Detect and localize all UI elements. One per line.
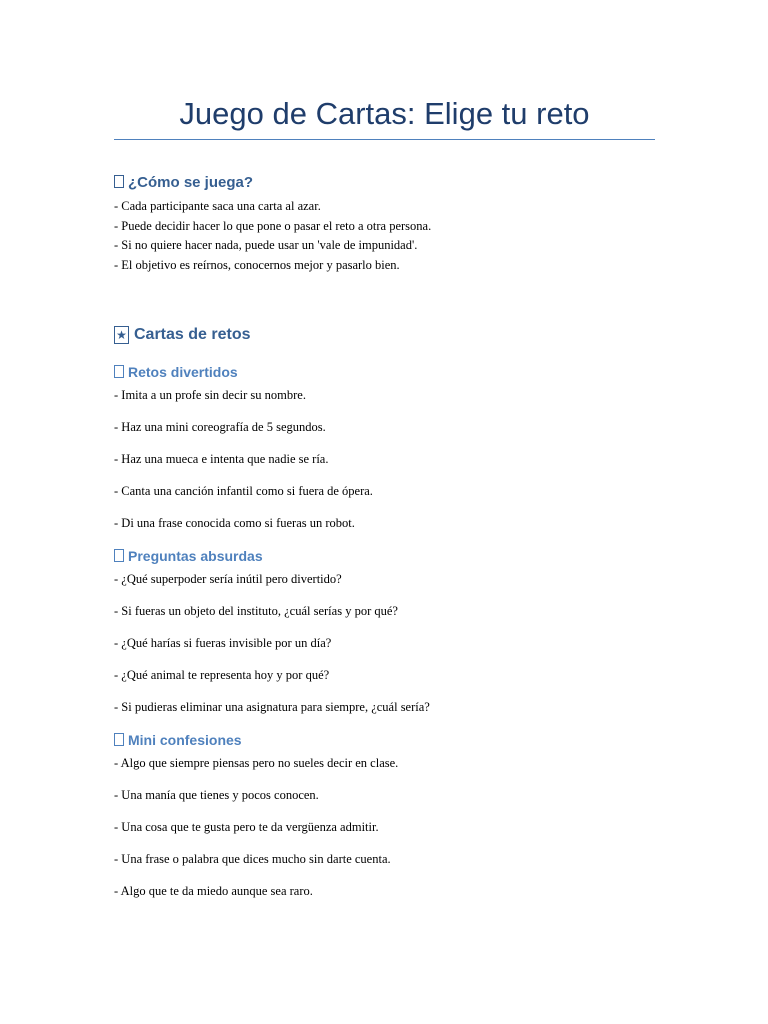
rule-line: - Cada participante saca una carta al azar. — [114, 199, 321, 213]
list-item: - Si fueras un objeto del instituto, ¿cuál serías y por qué? — [114, 604, 398, 618]
list-item: - ¿Qué superpoder sería inútil pero divertido? — [114, 572, 342, 586]
list-item: - ¿Qué animal te representa hoy y por qué? — [114, 668, 330, 682]
section-heading-retos-divertidos — [114, 363, 238, 381]
box-icon — [114, 733, 124, 746]
list-item: - ¿Qué harías si fueras invisible por un día? — [114, 636, 332, 650]
list-item: - Algo que siempre piensas pero no sueles decir en clase. — [114, 756, 399, 770]
title-divider — [114, 139, 655, 140]
page-title: Juego de Cartas: Elige tu reto — [179, 96, 590, 131]
rule-line: - El objetivo es reírnos, conocernos mejor y pasarlo bien. — [114, 258, 400, 272]
list-item: - Canta una canción infantil como si fuera de ópera. — [114, 484, 373, 498]
rule-line: - Puede decidir hacer lo que pone o pasar el reto a otra persona. — [114, 219, 432, 233]
list-item: - Una cosa que te gusta pero te da vergüenza admitir. — [114, 820, 379, 834]
list-item: - Algo que te da miedo aunque sea raro. — [114, 884, 313, 898]
cards-heading — [114, 325, 251, 345]
section-heading-text: Preguntas absurdas — [128, 548, 263, 564]
list-item: - Si pudieras eliminar una asignatura para siempre, ¿cuál sería? — [114, 700, 430, 714]
section-heading-text: Mini confesiones — [128, 732, 242, 748]
section-heading-preguntas-absurdas — [114, 547, 263, 565]
how-to-play-heading-text: ¿Cómo se juega? — [128, 174, 254, 191]
box-icon — [114, 365, 124, 378]
star-icon: ★ — [114, 326, 129, 344]
box-icon — [114, 175, 124, 188]
box-icon — [114, 549, 124, 562]
list-item: - Haz una mini coreografía de 5 segundos. — [114, 420, 326, 434]
section-heading-mini-confesiones — [114, 731, 242, 749]
rule-line: - Si no quiere hacer nada, puede usar un 'vale de impunidad'. — [114, 238, 418, 252]
list-item: - Haz una mueca e intenta que nadie se ría. — [114, 452, 329, 466]
list-item: - Una frase o palabra que dices mucho sin darte cuenta. — [114, 852, 391, 866]
cards-heading-text: Cartas de retos — [134, 326, 251, 343]
section-heading-text: Retos divertidos — [128, 364, 238, 380]
how-to-play-heading — [114, 173, 253, 192]
list-item: - Imita a un profe sin decir su nombre. — [114, 388, 306, 402]
list-item: - Una manía que tienes y pocos conocen. — [114, 788, 319, 802]
list-item: - Di una frase conocida como si fueras un robot. — [114, 516, 355, 530]
